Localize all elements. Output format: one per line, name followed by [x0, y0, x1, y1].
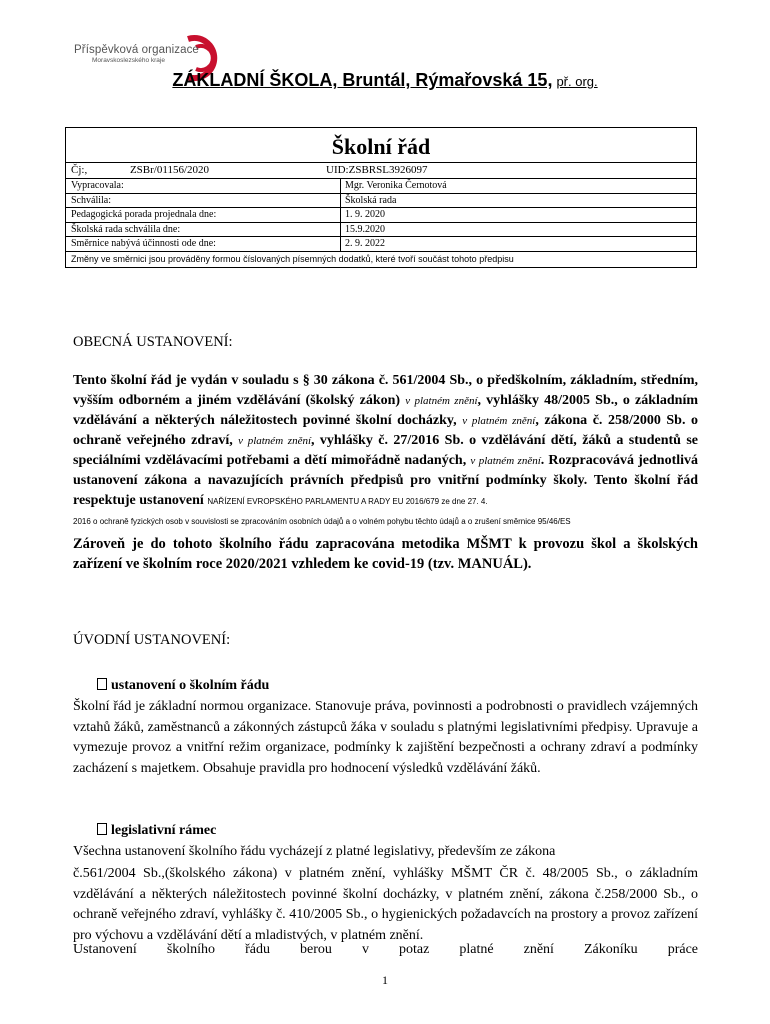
section-legislation-line1: Všechna ustanovení školního řádu vycházejí z platné legislativy, především ze zákona	[73, 844, 556, 859]
general-italic-4: v platném znění	[470, 455, 541, 467]
school-heading	[0, 70, 770, 91]
row-value: 2. 9. 2022	[345, 238, 385, 249]
uid-value: UID:ZSBRSL3926097	[326, 164, 428, 176]
table-row	[66, 179, 696, 194]
logo-region: Moravskoslezského kraje	[92, 57, 165, 64]
covid-paragraph: Zároveň je do tohoto školního řádu zapracována metodika MŠMT k provozu škol a školských zařízení ve školním roce 2020/2021 vzhledem ke covid-19 (tzv. MANUÁL).	[73, 536, 698, 572]
reference-cell	[66, 163, 326, 178]
general-regulation-ref: NAŘÍZENÍ EVROPSKÉHO PARLAMENTU A RADY EU 2016/679 ze dne 27. 4.	[207, 497, 488, 506]
table-row	[66, 237, 696, 252]
section-legislation-text: č.561/2004 Sb.,(školského zákona) v platném znění, vyhlášky MŠMT ČR č. 48/2005 Sb., o základním vzdělávání a některých náležitostech povinné školní docházky, v platném znění, zákona č.258/2000 Sb., o ochraně veřejného zdraví, vyhlášky č. 410/2005 Sb., o hygienických požadavcích na prostory a provoz zařízení pro výchovu a vzdělávání dětí a mladistvých, v platném znění.	[73, 866, 698, 943]
document-info-table	[65, 127, 697, 268]
row-value: 1. 9. 2020	[345, 209, 385, 220]
section-title-text: ustanovení o školním řádu	[111, 678, 270, 693]
school-name: ZÁKLADNÍ ŠKOLA, Bruntál, Rýmařovská 15,	[172, 70, 553, 90]
row-label: Směrnice nabývá účinnosti ode dne:	[66, 237, 341, 251]
checkbox-bullet-icon	[97, 678, 107, 690]
table-row	[66, 223, 696, 238]
general-text-c: , zákona č. 258/2000 Sb. o ochraně veřejného zdraví,	[73, 413, 698, 448]
general-italic-2: v platném znění	[462, 415, 536, 427]
checkbox-bullet-icon	[97, 823, 107, 835]
general-italic-3: v platném znění	[238, 435, 312, 447]
row-value: Mgr. Veronika Černotová	[345, 180, 447, 191]
section-legislation-last: Ustanovení školního řádu berou v potaz platné znění Zákoníku práce	[73, 942, 698, 957]
reference-label: Čj:,	[71, 164, 88, 176]
section-title-legislation	[97, 823, 216, 839]
document-title: Školní řád	[66, 128, 696, 163]
general-italic-1: v platném znění	[405, 395, 478, 407]
table-row	[66, 194, 696, 209]
section-rules-text: Školní řád je základní normou organizace. Stanovuje práva, povinnosti a podrobnosti o pravidlech vzájemných vztahů žáků, zaměstnanců a zákonných zástupců žáka v souladu s platnými legislativními předpisy. Upravuje a vymezuje provoz a vnitřní režim organizace, podmínky k zajištění bezpečnosti a ochrany zdraví a podmínky zacházení s majetkem. Obsahuje pravidla pro hodnocení výsledků vzdělávání žáků.	[73, 699, 698, 776]
section-title-rules	[97, 678, 269, 694]
general-text-b: , vyhlášky 48/2005 Sb., o základním vzdělávání a některých náležitostech povinné školní docházky,	[73, 393, 699, 428]
general-heading: OBECNÁ USTANOVENÍ:	[73, 334, 233, 350]
row-label: Školská rada schválila dne:	[66, 223, 341, 237]
reference-number: ZSBr/01156/2020	[129, 164, 209, 176]
page-number: 1	[382, 973, 388, 987]
row-value: 15.9.2020	[345, 223, 385, 235]
row-label: Pedagogická porada projednala dne:	[66, 208, 341, 222]
row-label: Vypracovala:	[66, 179, 341, 193]
table-note-row	[66, 252, 696, 267]
row-label: Schválila:	[66, 194, 341, 208]
table-note: Změny ve směrnici jsou prováděny formou číslovaných písemných dodatků, které tvoří součást tohoto předpisu	[71, 253, 514, 264]
general-text-d: , vyhlášky č. 27/2016 Sb. o vzdělávání dětí, žáků a studentů se speciálními vzdělávacími potřebami a dětí mimořádně nadaných,	[73, 433, 699, 468]
general-regulation-ref-cont: 2016 o ochraně fyzických osob v souvislosti se zpracováním osobních údajů a o volném pohybu těchto údajů a o zrušení směrnice 95/46/ES	[73, 517, 571, 526]
reference-row	[66, 163, 696, 179]
table-row	[66, 208, 696, 223]
section-title-text: legislativní rámec	[111, 823, 217, 838]
intro-heading: ÚVODNÍ USTANOVENÍ:	[73, 632, 231, 648]
logo-org-type: Příspěvková organizace	[74, 44, 199, 56]
general-text-e: . Rozpracovává jednotlivá ustanovení zákona a navazujících právních předpisů pro vnitřní podmínky školy. Tento školní řád respektuje ustanovení	[73, 453, 699, 508]
row-value: Školská rada	[345, 194, 397, 206]
general-paragraph	[73, 371, 698, 512]
general-text-a: Tento školní řád je vydán v souladu s § 30 zákona č. 561/2004 Sb., o předškolním, základním, středním, vyšším odborném a jiném vzdělávání (školský zákon)	[73, 373, 698, 408]
school-org-type: př. org.	[556, 74, 598, 89]
